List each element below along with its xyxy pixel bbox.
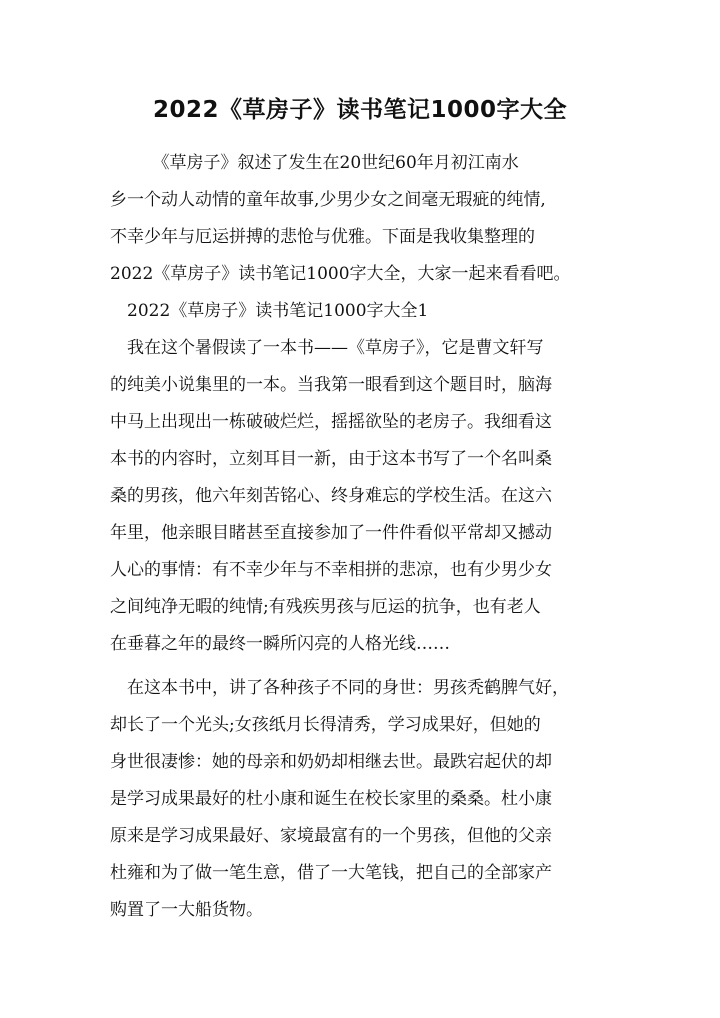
document-body bbox=[110, 145, 612, 929]
text-line: 在这本书中，讲了各种孩子不同的身世：男孩秃鹤脾气好， bbox=[110, 678, 569, 698]
text-line: 人心的事情：有不幸少年与不幸相拼的悲凉，也有少男少女 bbox=[110, 560, 552, 580]
text-line: 不幸少年与厄运拼搏的悲怆与优雅。下面是我收集整理的 bbox=[110, 227, 535, 247]
text-line: 是学习成果最好的杜小康和诞生在校长家里的桑桑。杜小康 bbox=[110, 789, 552, 809]
text-line: 的纯美小说集里的一本。当我第一眼看到这个题目时，脑海 bbox=[110, 375, 552, 395]
text-line: 原来是学习成果最好、家境最富有的一个男孩，但他的父亲 bbox=[110, 826, 552, 846]
text-line: 在垂暮之年的最终一瞬所闪亮的人格光线…… bbox=[110, 634, 450, 654]
text-line: 我在这个暑假读了一本书——《草房子》，它是曹文轩写 bbox=[110, 338, 544, 358]
text-line: 本书的内容时，立刻耳目一新，由于这本书写了一个名叫桑 bbox=[110, 449, 552, 469]
text-line: 杜雍和为了做一笔生意，借了一大笔钱，把自己的全部家产 bbox=[110, 863, 552, 883]
text-line: 《草房子》叙述了发生在20世纪60年月初江南水 bbox=[110, 153, 519, 173]
text-line: 桑的男孩，他六年刻苦铭心、终身难忘的学校生活。在这六 bbox=[110, 486, 552, 506]
text-line: 年里，他亲眼目睹甚至直接参加了一件件看似平常却又撼动 bbox=[110, 523, 552, 543]
text-line: 2022《草房子》读书笔记1000字大全，大家一起来看看吧。 bbox=[110, 264, 571, 284]
text-line: 之间纯净无暇的纯情;有残疾男孩与厄运的抗争，也有老人 bbox=[110, 597, 541, 617]
document-title: 2022《草房子》读书笔记1000字大全 bbox=[152, 97, 568, 123]
text-line: 身世很凄惨：她的母亲和奶奶却相继去世。最跌宕起伏的却 bbox=[110, 752, 552, 772]
text-line: 购置了一大船货物。 bbox=[110, 900, 263, 920]
text-line: 却长了一个光头;女孩纸月长得清秀，学习成果好，但她的 bbox=[110, 715, 541, 735]
paragraph-gap bbox=[110, 663, 612, 670]
section-heading: 2022《草房子》读书笔记1000字大全1 bbox=[110, 301, 429, 321]
text-line: 乡一个动人动情的童年故事,少男少女之间毫无瑕疵的纯情, bbox=[110, 190, 546, 210]
text-line: 中马上出现出一栋破破烂烂，摇摇欲坠的老房子。我细看这 bbox=[110, 412, 552, 432]
